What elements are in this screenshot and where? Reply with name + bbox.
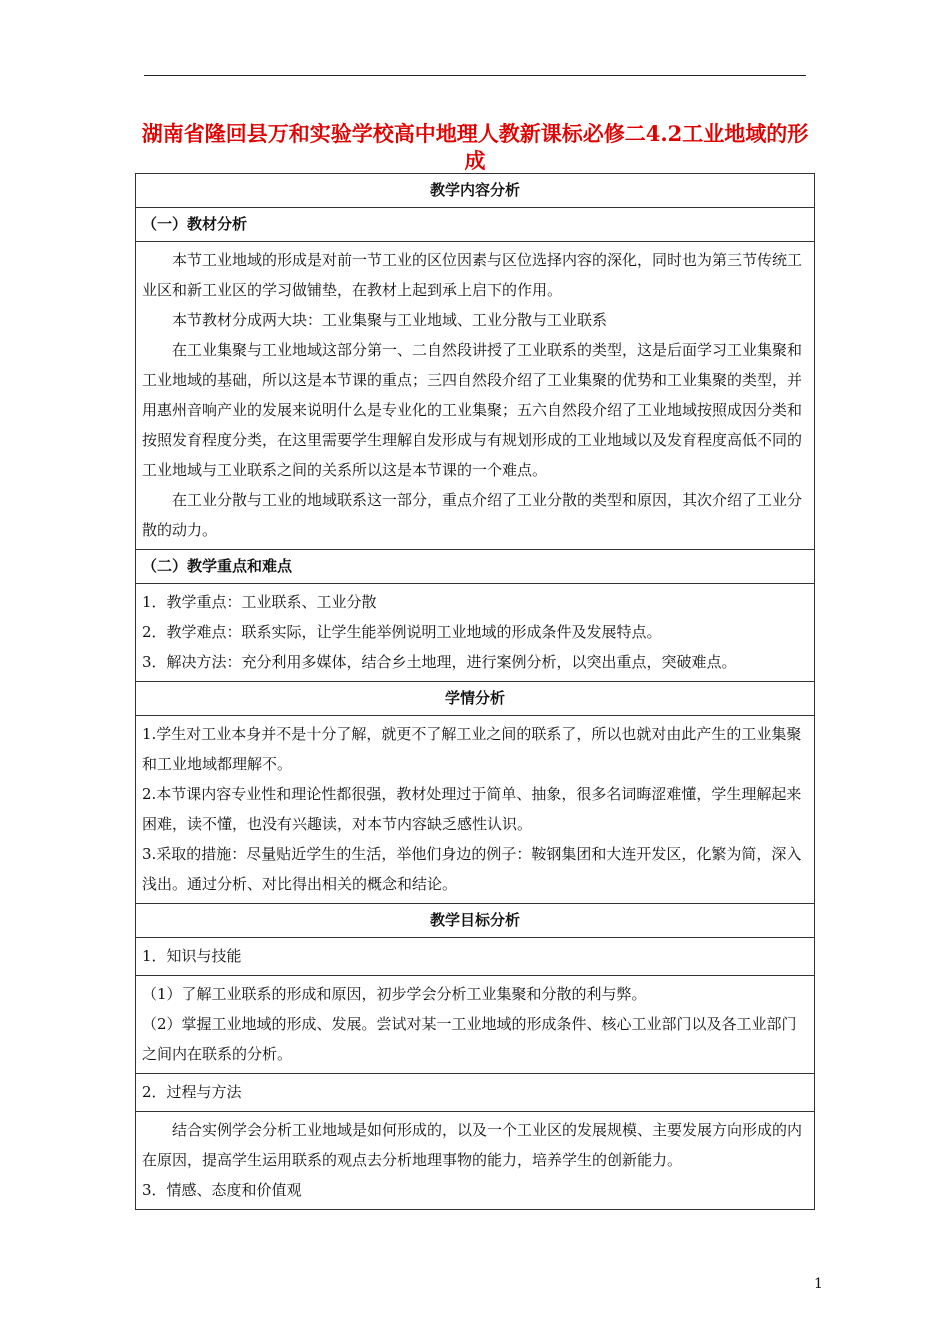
paragraph: 在工业分散与工业的地域联系这一部分，重点介绍了工业分散的类型和原因，其次介绍了工业分散的动力。 bbox=[142, 491, 803, 539]
paragraph: 本节工业地域的形成是对前一节工业的区位因素与区位选择内容的深化，同时也为第三节传统工业区和新工业区的学习做铺垫，在教材上起到承上启下的作用。 bbox=[142, 251, 803, 299]
paragraph: 本节教材分成两大块：工业集聚与工业地域、工业分散与工业联系 bbox=[172, 311, 608, 329]
knowledge-body bbox=[136, 976, 815, 1074]
table-row bbox=[136, 174, 815, 208]
key-points-heading: （二）教学重点和难点 bbox=[136, 550, 815, 584]
table-row bbox=[136, 550, 815, 584]
table-row bbox=[136, 904, 815, 938]
list-item: 1．教学重点：工业联系、工业分散 bbox=[142, 593, 377, 611]
lesson-table bbox=[135, 173, 815, 1210]
attitude-heading: 3．情感、态度和价值观 bbox=[142, 1181, 302, 1199]
table-row bbox=[136, 938, 815, 976]
textbook-analysis-heading: （一）教材分析 bbox=[136, 208, 815, 242]
process-body bbox=[136, 1112, 815, 1210]
table-row bbox=[136, 584, 815, 682]
table-row bbox=[136, 682, 815, 716]
key-points-body bbox=[136, 584, 815, 682]
table-row bbox=[136, 1112, 815, 1210]
table-row bbox=[136, 208, 815, 242]
paragraph: 在工业集聚与工业地域这部分第一、二自然段讲授了工业联系的类型，这是后面学习工业集聚和工业地域的基础，所以这是本节课的重点；三四自然段介绍了工业集聚的优势和工业集聚的类型，并用惠州音响产业的发展来说明什么是专业化的工业集聚；五六自然段介绍了工业地域按照成因分类和按照发育程度分类，在这里需要学生理解自发形成与有规划形成的工业地域以及发育程度高低不同的工业地域与工业联系之间的关系所以这是本节课的一个难点。 bbox=[142, 341, 803, 479]
list-item: 2．教学难点：联系实际，让学生能举例说明工业地域的形成条件及发展特点。 bbox=[142, 623, 662, 641]
table-row bbox=[136, 1074, 815, 1112]
knowledge-heading: 1．知识与技能 bbox=[136, 938, 815, 976]
list-item: （1）了解工业联系的形成和原因，初步学会分析工业集聚和分散的利与弊。 bbox=[142, 985, 647, 1003]
list-item: （2）掌握工业地域的形成、发展。尝试对某一工业地域的形成条件、核心工业部门以及各工业部门之间内在联系的分析。 bbox=[142, 1015, 797, 1063]
header-rule bbox=[144, 75, 806, 76]
table-row bbox=[136, 242, 815, 550]
student-analysis-heading: 学情分析 bbox=[136, 682, 815, 716]
process-heading: 2．过程与方法 bbox=[136, 1074, 815, 1112]
paragraph: 结合实例学会分析工业地域是如何形成的，以及一个工业区的发展规模、主要发展方向形成的内在原因，提高学生运用联系的观点去分析地理事物的能力，培养学生的创新能力。 bbox=[142, 1121, 803, 1169]
document-title: 湖南省隆回县万和实验学校高中地理人教新课标必修二4.2工业地域的形成 bbox=[141, 121, 809, 173]
list-item: 3.采取的措施：尽量贴近学生的生活，举他们身边的例子：鞍钢集团和大连开发区，化繁为简，深入浅出。通过分析、对比得出相关的概念和结论。 bbox=[142, 845, 802, 893]
student-analysis-body bbox=[136, 716, 815, 904]
objectives-heading: 教学目标分析 bbox=[136, 904, 815, 938]
list-item: 1.学生对工业本身并不是十分了解，就更不了解工业之间的联系了，所以也就对由此产生的工业集聚和工业地域都理解不。 bbox=[142, 725, 802, 773]
table-row bbox=[136, 976, 815, 1074]
page-number: 1 bbox=[814, 1276, 823, 1292]
list-item: 2.本节课内容专业性和理论性都很强，教材处理过于简单、抽象，很多名词晦涩难懂，学生理解起来困难，读不懂，也没有兴趣读，对本节内容缺乏感性认识。 bbox=[142, 785, 802, 833]
textbook-analysis-body bbox=[136, 242, 815, 550]
list-item: 3．解决方法：充分利用多媒体，结合乡土地理，进行案例分析，以突出重点，突破难点。 bbox=[142, 653, 737, 671]
table-row bbox=[136, 716, 815, 904]
content-analysis-heading: 教学内容分析 bbox=[136, 174, 815, 208]
